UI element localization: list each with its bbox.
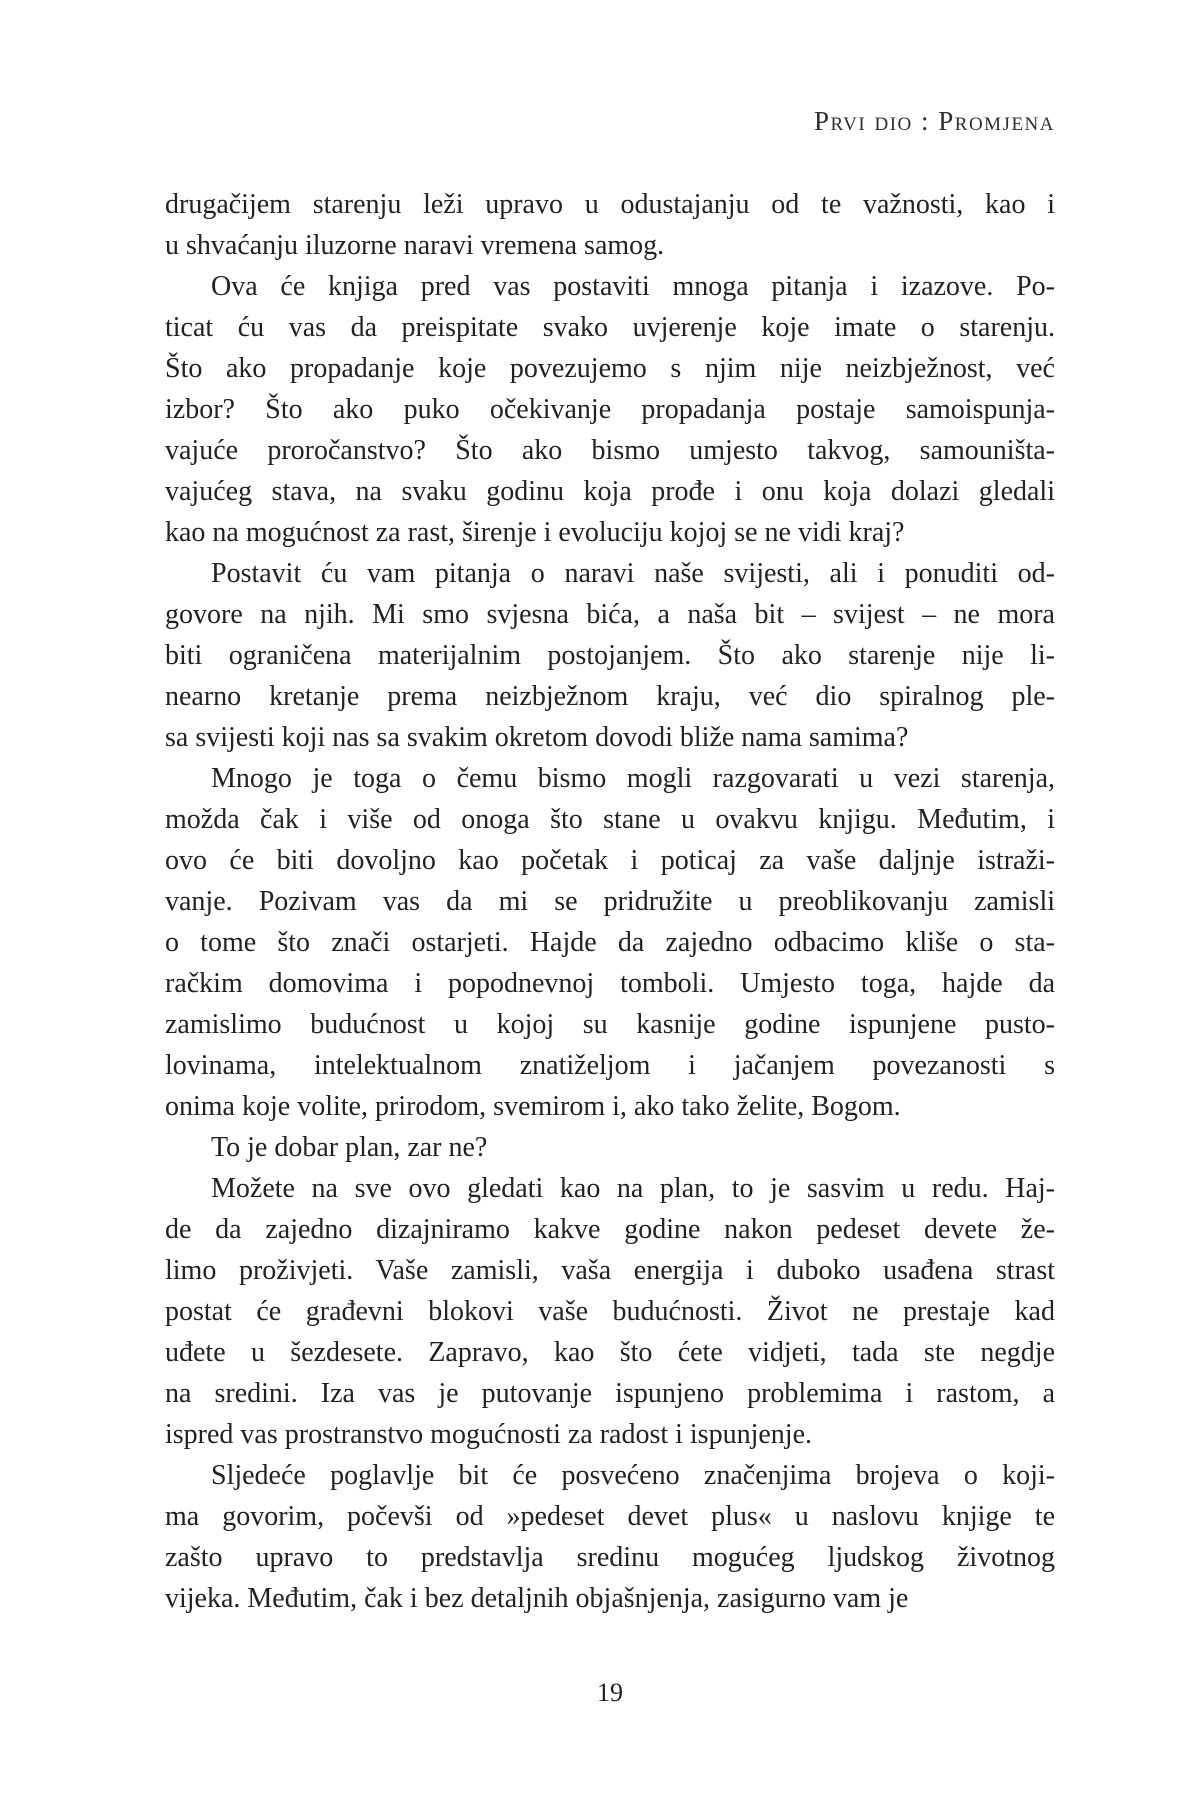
paragraph (165, 184, 1055, 266)
text-line: Postavit ću vam pitanja o naravi naše svijesti, ali i ponuditi od- (211, 558, 1055, 589)
text-line: ispred vas prostranstvo mogućnosti za radost i ispunjenje. (165, 1419, 812, 1450)
text-line: vajućeg stava, na svaku godinu koja prođe i onu koja dolazi gledali (165, 476, 1055, 507)
text-line: vajuće proročanstvo? Što ako bismo umjesto takvog, samouništa- (165, 435, 1055, 466)
text-line: postat će građevni blokovi vaše budućnosti. Život ne prestaje kad (165, 1296, 1055, 1327)
text-line: vijeka. Međutim, čak i bez detaljnih objašnjenja, zasigurno vam je (165, 1583, 909, 1614)
text-line: zamislimo budućnost u kojoj su kasnije godine ispunjene pusto- (165, 1009, 1055, 1040)
text-line: na sredini. Iza vas je putovanje ispunjeno problemima i rastom, a (165, 1378, 1055, 1409)
paragraph (165, 1127, 1055, 1168)
text-line: uđete u šezdesete. Zapravo, kao što ćete vidjeti, tada ste negdje (165, 1337, 1055, 1368)
paragraph (165, 1455, 1055, 1619)
text-line: Možete na sve ovo gledati kao na plan, to je sasvim u redu. Haj- (211, 1173, 1055, 1204)
text-line: nearno kretanje prema neizbježnom kraju, već dio spiralnog ple- (165, 681, 1055, 712)
text-line: Sljedeće poglavlje bit će posvećeno značenjima brojeva o koji- (211, 1460, 1055, 1491)
text-line: vanje. Pozivam vas da mi se pridružite u preoblikovanju zamisli (165, 886, 1055, 917)
text-line: ovo će biti dovoljno kao početak i poticaj za vaše daljnje istraži- (165, 845, 1055, 876)
text-line: biti ograničena materijalnim postojanjem. Što ako starenje nije li- (165, 640, 1055, 671)
paragraph (165, 758, 1055, 1127)
text-line: lovinama, intelektualnom znatiželjom i jačanjem povezanosti s (165, 1050, 1055, 1081)
text-line: račkim domovima i popodnevnoj tomboli. Umjesto toga, hajde da (165, 968, 1055, 999)
text-line: Ova će knjiga pred vas postaviti mnoga pitanja i izazove. Po- (211, 271, 1055, 302)
text-line: o tome što znači ostarjeti. Hajde da zajedno odbacimo kliše o sta- (165, 927, 1055, 958)
running-header (814, 106, 1055, 137)
body-text (165, 184, 1055, 1619)
text-line: sa svijesti koji nas sa svakim okretom dovodi bliže nama samima? (165, 722, 909, 753)
text-line: Što ako propadanje koje povezujemo s njim nije neizbježnost, već (165, 353, 1055, 384)
text-line: Mnogo je toga o čemu bismo mogli razgovarati u vezi starenja, (211, 763, 1055, 794)
page-number (165, 1678, 1055, 1708)
text-line: drugačijem starenju leži upravo u odustajanju od te važnosti, kao i (165, 189, 1055, 220)
text-line: limo proživjeti. Vaše zamisli, vaša energija i duboko usađena strast (165, 1255, 1055, 1286)
page-number-text: 19 (597, 1678, 623, 1707)
paragraph (165, 266, 1055, 553)
text-line: u shvaćanju iluzorne naravi vremena samog. (165, 230, 665, 261)
text-line: ticat ću vas da preispitate svako uvjerenje koje imate o starenju. (165, 312, 1055, 343)
text-line: zašto upravo to predstavlja sredinu mogućeg ljudskog životnog (165, 1542, 1055, 1573)
paragraph (165, 1168, 1055, 1455)
text-line: kao na mogućnost za rast, širenje i evoluciju kojoj se ne vidi kraj? (165, 517, 905, 548)
text-line: izbor? Što ako puko očekivanje propadanja postaje samoispunja- (165, 394, 1055, 425)
text-line: de da zajedno dizajniramo kakve godine nakon pedeset devete že- (165, 1214, 1055, 1245)
text-line: možda čak i više od onoga što stane u ovakvu knjigu. Međutim, i (165, 804, 1055, 835)
text-line: govore na njih. Mi smo svjesna bića, a naša bit – svijest – ne mora (165, 599, 1055, 630)
text-line: To je dobar plan, zar ne? (211, 1132, 488, 1163)
text-line: ma govorim, počevši od »pedeset devet plus« u naslovu knjige te (165, 1501, 1055, 1532)
running-header-text: Prvi dio : Promjena (814, 106, 1055, 136)
text-line: onima koje volite, prirodom, svemirom i, ako tako želite, Bogom. (165, 1091, 901, 1122)
paragraph (165, 553, 1055, 758)
